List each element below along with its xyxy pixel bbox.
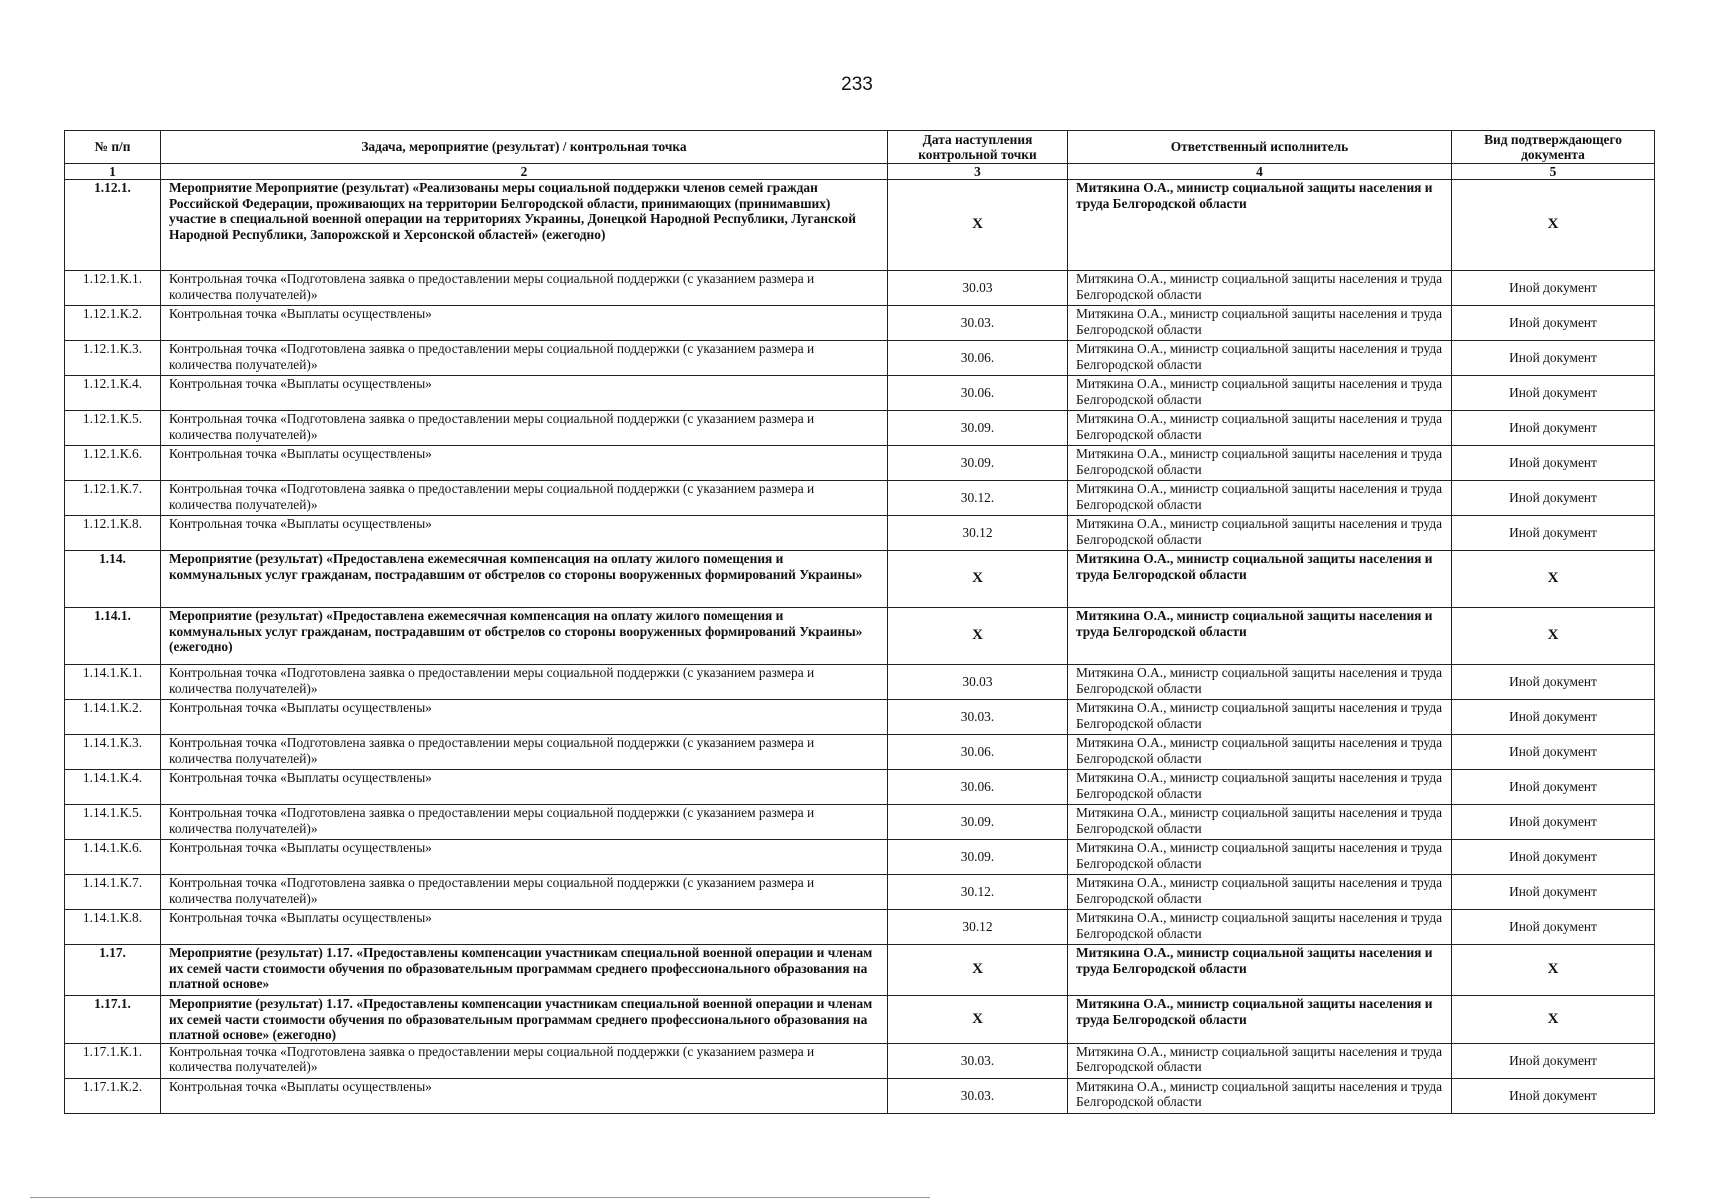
row-number: 1.14.1.К.2. bbox=[65, 700, 161, 735]
control-date: Х bbox=[888, 945, 1068, 996]
table-row bbox=[65, 446, 1655, 481]
row-number: 1.12.1.К.3. bbox=[65, 341, 161, 376]
document-type: Иной документ bbox=[1452, 665, 1655, 700]
task-text: Контрольная точка «Выплаты осуществлены» bbox=[161, 446, 888, 481]
control-date: 30.03. bbox=[888, 700, 1068, 735]
task-text: Мероприятие (результат) 1.17. «Предоставлены компенсации участникам специальной военной операции и членам их семей части стоимости обучения по образовательным программам среднего профессионального образования на платной основе» (ежегодно) bbox=[161, 996, 888, 1044]
control-date: 30.03 bbox=[888, 665, 1068, 700]
page-number: 233 bbox=[841, 74, 873, 95]
responsible-person: Митякина О.А., министр социальной защиты населения и труда Белгородской области bbox=[1068, 875, 1452, 910]
row-number: 1.14.1.К.4. bbox=[65, 770, 161, 805]
table-row bbox=[65, 875, 1655, 910]
table-row bbox=[65, 608, 1655, 665]
task-text: Контрольная точка «Подготовлена заявка о предоставлении меры социальной поддержки (с указанием размера и количества получателей)» bbox=[161, 411, 888, 446]
control-date: 30.09. bbox=[888, 805, 1068, 840]
task-text: Мероприятие (результат) «Предоставлена ежемесячная компенсация на оплату жилого помещения и коммунальных услуг гражданам, пострадавшим от обстрелов со стороны вооруженных формирований Украины» (ежегодно) bbox=[161, 608, 888, 665]
document-type: Иной документ bbox=[1452, 341, 1655, 376]
row-number: 1.14.1.К.5. bbox=[65, 805, 161, 840]
row-number: 1.17.1. bbox=[65, 996, 161, 1044]
table-row bbox=[65, 376, 1655, 411]
task-text: Контрольная точка «Выплаты осуществлены» bbox=[161, 516, 888, 551]
row-number: 1.17.1.К.2. bbox=[65, 1078, 161, 1113]
task-text: Контрольная точка «Выплаты осуществлены» bbox=[161, 700, 888, 735]
column-number: 4 bbox=[1068, 164, 1452, 180]
task-text: Контрольная точка «Выплаты осуществлены» bbox=[161, 910, 888, 945]
responsible-person: Митякина О.А., министр социальной защиты населения и труда Белгородской области bbox=[1068, 306, 1452, 341]
table-body bbox=[65, 180, 1655, 1114]
table-row bbox=[65, 1078, 1655, 1113]
responsible-person: Митякина О.А., министр социальной защиты населения и труда Белгородской области bbox=[1068, 910, 1452, 945]
document-type: Иной документ bbox=[1452, 910, 1655, 945]
responsible-person: Митякина О.А., министр социальной защиты населения и труда Белгородской области bbox=[1068, 180, 1452, 271]
responsible-person: Митякина О.А., министр социальной защиты населения и труда Белгородской области bbox=[1068, 446, 1452, 481]
document-type: Иной документ bbox=[1452, 411, 1655, 446]
document-type: Иной документ bbox=[1452, 840, 1655, 875]
document-type: Иной документ bbox=[1452, 481, 1655, 516]
control-date: 30.12. bbox=[888, 875, 1068, 910]
responsible-person: Митякина О.А., министр социальной защиты населения и труда Белгородской области bbox=[1068, 1043, 1452, 1078]
row-number: 1.14.1. bbox=[65, 608, 161, 665]
task-text: Контрольная точка «Подготовлена заявка о предоставлении меры социальной поддержки (с указанием размера и количества получателей)» bbox=[161, 271, 888, 306]
row-number: 1.12.1.К.7. bbox=[65, 481, 161, 516]
task-text: Контрольная точка «Выплаты осуществлены» bbox=[161, 1078, 888, 1113]
control-date: 30.09. bbox=[888, 411, 1068, 446]
responsible-person: Митякина О.А., министр социальной защиты населения и труда Белгородской области bbox=[1068, 996, 1452, 1044]
responsible-person: Митякина О.А., министр социальной защиты населения и труда Белгородской области bbox=[1068, 945, 1452, 996]
row-number: 1.17. bbox=[65, 945, 161, 996]
table-row bbox=[65, 770, 1655, 805]
task-text: Контрольная точка «Выплаты осуществлены» bbox=[161, 376, 888, 411]
responsible-person: Митякина О.А., министр социальной защиты населения и труда Белгородской области bbox=[1068, 700, 1452, 735]
row-number: 1.12.1.К.2. bbox=[65, 306, 161, 341]
responsible-person: Митякина О.А., министр социальной защиты населения и труда Белгородской области bbox=[1068, 481, 1452, 516]
document-type: Иной документ bbox=[1452, 516, 1655, 551]
responsible-person: Митякина О.А., министр социальной защиты населения и труда Белгородской области bbox=[1068, 341, 1452, 376]
header-num: № п/п bbox=[65, 131, 161, 164]
column-number: 1 bbox=[65, 164, 161, 180]
control-date: 30.03. bbox=[888, 1078, 1068, 1113]
header-row bbox=[65, 131, 1655, 164]
task-text: Контрольная точка «Подготовлена заявка о предоставлении меры социальной поддержки (с указанием размера и количества получателей)» bbox=[161, 341, 888, 376]
document-type: Х bbox=[1452, 996, 1655, 1044]
task-text: Контрольная точка «Выплаты осуществлены» bbox=[161, 840, 888, 875]
task-text: Контрольная точка «Подготовлена заявка о предоставлении меры социальной поддержки (с указанием размера и количества получателей)» bbox=[161, 805, 888, 840]
control-date: 30.03. bbox=[888, 306, 1068, 341]
task-text: Мероприятие (результат) 1.17. «Предоставлены компенсации участникам специальной военной операции и членам их семей части стоимости обучения по образовательным программам среднего профессионального образования на платной основе» bbox=[161, 945, 888, 996]
control-date: 30.06. bbox=[888, 735, 1068, 770]
control-points-table bbox=[64, 130, 1655, 1114]
document-type: Х bbox=[1452, 551, 1655, 608]
column-number: 2 bbox=[161, 164, 888, 180]
table-row bbox=[65, 805, 1655, 840]
row-number: 1.12.1.К.1. bbox=[65, 271, 161, 306]
document-type: Иной документ bbox=[1452, 376, 1655, 411]
row-number: 1.14.1.К.8. bbox=[65, 910, 161, 945]
document-type: Иной документ bbox=[1452, 805, 1655, 840]
responsible-person: Митякина О.А., министр социальной защиты населения и труда Белгородской области bbox=[1068, 665, 1452, 700]
control-date: 30.09. bbox=[888, 446, 1068, 481]
table-row bbox=[65, 996, 1655, 1044]
task-text: Контрольная точка «Подготовлена заявка о предоставлении меры социальной поддержки (с указанием размера и количества получателей)» bbox=[161, 1043, 888, 1078]
document-type: Иной документ bbox=[1452, 1043, 1655, 1078]
row-number: 1.14.1.К.3. bbox=[65, 735, 161, 770]
table-row bbox=[65, 341, 1655, 376]
document-type: Х bbox=[1452, 180, 1655, 271]
responsible-person: Митякина О.А., министр социальной защиты населения и труда Белгородской области bbox=[1068, 271, 1452, 306]
task-text: Контрольная точка «Выплаты осуществлены» bbox=[161, 770, 888, 805]
table-row bbox=[65, 481, 1655, 516]
control-date: 30.12. bbox=[888, 481, 1068, 516]
header-date: Дата наступления контрольной точки bbox=[888, 131, 1068, 164]
control-date: 30.03 bbox=[888, 271, 1068, 306]
task-text: Контрольная точка «Выплаты осуществлены» bbox=[161, 306, 888, 341]
column-number: 3 bbox=[888, 164, 1068, 180]
row-number: 1.14.1.К.1. bbox=[65, 665, 161, 700]
control-date: Х bbox=[888, 551, 1068, 608]
row-number: 1.14.1.К.7. bbox=[65, 875, 161, 910]
table-row bbox=[65, 180, 1655, 271]
page-bottom-rule bbox=[30, 1197, 930, 1198]
row-number: 1.12.1. bbox=[65, 180, 161, 271]
document-type: Иной документ bbox=[1452, 875, 1655, 910]
table-row bbox=[65, 306, 1655, 341]
column-number: 5 bbox=[1452, 164, 1655, 180]
responsible-person: Митякина О.А., министр социальной защиты населения и труда Белгородской области bbox=[1068, 516, 1452, 551]
control-date: Х bbox=[888, 996, 1068, 1044]
row-number: 1.12.1.К.8. bbox=[65, 516, 161, 551]
control-date: Х bbox=[888, 608, 1068, 665]
document-type: Х bbox=[1452, 608, 1655, 665]
responsible-person: Митякина О.А., министр социальной защиты населения и труда Белгородской области bbox=[1068, 805, 1452, 840]
control-date: 30.06. bbox=[888, 376, 1068, 411]
table-row bbox=[65, 840, 1655, 875]
responsible-person: Митякина О.А., министр социальной защиты населения и труда Белгородской области bbox=[1068, 551, 1452, 608]
control-date: 30.06. bbox=[888, 770, 1068, 805]
row-number: 1.12.1.К.4. bbox=[65, 376, 161, 411]
task-text: Контрольная точка «Подготовлена заявка о предоставлении меры социальной поддержки (с указанием размера и количества получателей)» bbox=[161, 875, 888, 910]
responsible-person: Митякина О.А., министр социальной защиты населения и труда Белгородской области bbox=[1068, 411, 1452, 446]
control-date: Х bbox=[888, 180, 1068, 271]
table-row bbox=[65, 665, 1655, 700]
control-date: 30.06. bbox=[888, 341, 1068, 376]
row-number: 1.17.1.К.1. bbox=[65, 1043, 161, 1078]
row-number: 1.14. bbox=[65, 551, 161, 608]
document-type: Х bbox=[1452, 945, 1655, 996]
task-text: Мероприятие Мероприятие (результат) «Реализованы меры социальной поддержки членов семей граждан Российской Федерации, проживающих на территории Белгородской области, принимающих (принимавших) участие в специальной военной операции на территориях Украины, Донецкой Народной Республики, Луганской Народной Республики, Запорожской и Херсонской областей» (ежегодно) bbox=[161, 180, 888, 271]
header-responsible: Ответственный исполнитель bbox=[1068, 131, 1452, 164]
responsible-person: Митякина О.А., министр социальной защиты населения и труда Белгородской области bbox=[1068, 376, 1452, 411]
table-row bbox=[65, 735, 1655, 770]
document-type: Иной документ bbox=[1452, 700, 1655, 735]
responsible-person: Митякина О.А., министр социальной защиты населения и труда Белгородской области bbox=[1068, 770, 1452, 805]
header-document: Вид подтверждающего документа bbox=[1452, 131, 1655, 164]
task-text: Контрольная точка «Подготовлена заявка о предоставлении меры социальной поддержки (с указанием размера и количества получателей)» bbox=[161, 735, 888, 770]
document-type: Иной документ bbox=[1452, 306, 1655, 341]
table-row bbox=[65, 1043, 1655, 1078]
table-row bbox=[65, 271, 1655, 306]
header-task: Задача, мероприятие (результат) / контрольная точка bbox=[161, 131, 888, 164]
task-text: Контрольная точка «Подготовлена заявка о предоставлении меры социальной поддержки (с указанием размера и количества получателей)» bbox=[161, 481, 888, 516]
row-number: 1.14.1.К.6. bbox=[65, 840, 161, 875]
control-date: 30.09. bbox=[888, 840, 1068, 875]
table-row bbox=[65, 910, 1655, 945]
control-date: 30.12 bbox=[888, 910, 1068, 945]
table-row bbox=[65, 551, 1655, 608]
document-type: Иной документ bbox=[1452, 271, 1655, 306]
responsible-person: Митякина О.А., министр социальной защиты населения и труда Белгородской области bbox=[1068, 608, 1452, 665]
table-row bbox=[65, 411, 1655, 446]
column-number-row bbox=[65, 164, 1655, 180]
document-type: Иной документ bbox=[1452, 1078, 1655, 1113]
document-type: Иной документ bbox=[1452, 735, 1655, 770]
table-row bbox=[65, 945, 1655, 996]
row-number: 1.12.1.К.5. bbox=[65, 411, 161, 446]
row-number: 1.12.1.К.6. bbox=[65, 446, 161, 481]
table-row bbox=[65, 700, 1655, 735]
responsible-person: Митякина О.А., министр социальной защиты населения и труда Белгородской области bbox=[1068, 1078, 1452, 1113]
task-text: Мероприятие (результат) «Предоставлена ежемесячная компенсация на оплату жилого помещения и коммунальных услуг гражданам, пострадавшим от обстрелов со стороны вооруженных формирований Украины» bbox=[161, 551, 888, 608]
document-type: Иной документ bbox=[1452, 770, 1655, 805]
table-row bbox=[65, 516, 1655, 551]
document-type: Иной документ bbox=[1452, 446, 1655, 481]
responsible-person: Митякина О.А., министр социальной защиты населения и труда Белгородской области bbox=[1068, 840, 1452, 875]
responsible-person: Митякина О.А., министр социальной защиты населения и труда Белгородской области bbox=[1068, 735, 1452, 770]
task-text: Контрольная точка «Подготовлена заявка о предоставлении меры социальной поддержки (с указанием размера и количества получателей)» bbox=[161, 665, 888, 700]
control-date: 30.03. bbox=[888, 1043, 1068, 1078]
control-date: 30.12 bbox=[888, 516, 1068, 551]
